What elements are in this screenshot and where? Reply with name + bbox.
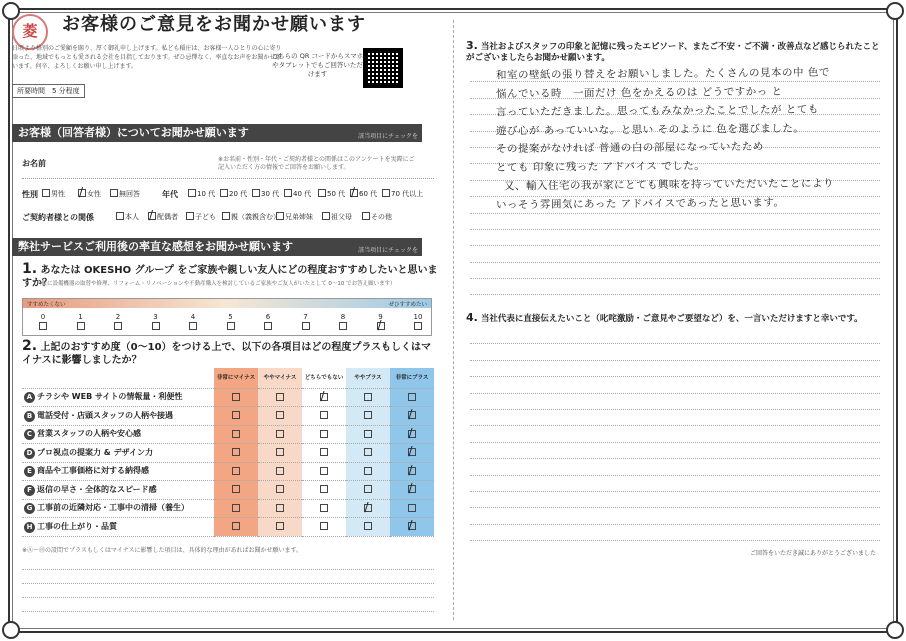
rating-row xyxy=(22,388,434,407)
checkbox[interactable] xyxy=(364,393,372,401)
checkbox[interactable] xyxy=(227,322,235,330)
checkbox[interactable] xyxy=(276,393,284,401)
scale-option-6[interactable] xyxy=(258,313,278,330)
checkbox[interactable] xyxy=(189,322,197,330)
item-label: 営業スタッフの人柄や安心感 xyxy=(37,429,141,439)
checkbox[interactable] xyxy=(302,322,310,330)
checkbox[interactable] xyxy=(364,504,372,512)
rating-item xyxy=(22,481,214,500)
rating-cell[interactable] xyxy=(346,462,390,481)
checkbox[interactable] xyxy=(408,485,416,493)
checkbox[interactable] xyxy=(339,322,347,330)
checkbox[interactable] xyxy=(276,411,284,419)
item-label: チラシや WEB サイトの情報量・利便性 xyxy=(37,392,183,402)
option-label: 配偶者 xyxy=(157,213,178,221)
scale-number: 1 xyxy=(78,313,83,321)
name-line[interactable] xyxy=(22,178,434,179)
item-label: 工事の仕上がり・品質 xyxy=(37,521,117,531)
rating-row xyxy=(22,407,434,426)
corner-ornament xyxy=(2,2,20,20)
q3-title xyxy=(466,40,886,64)
checkbox[interactable] xyxy=(364,411,372,419)
checkbox[interactable] xyxy=(408,522,416,530)
option-label: 20 代 xyxy=(229,190,248,198)
checkbox[interactable] xyxy=(276,467,284,475)
checkbox[interactable] xyxy=(232,393,240,401)
item-label: 電話受付・店頭スタッフの人柄や接遇 xyxy=(37,410,173,420)
checkbox[interactable] xyxy=(320,467,328,475)
option-label: 男性 xyxy=(51,190,65,198)
rating-item-header xyxy=(22,368,214,388)
rating-cell[interactable] xyxy=(302,462,346,481)
item-badge: D xyxy=(24,448,35,459)
scale-number: 8 xyxy=(340,313,346,321)
thanks-text: ご回答をいただき誠にありがとうございました xyxy=(749,550,876,557)
checkbox[interactable] xyxy=(39,322,47,330)
item-label: プロ視点の提案力 & デザイン力 xyxy=(37,447,153,457)
scale-option-1[interactable] xyxy=(71,313,91,330)
checkbox[interactable] xyxy=(320,504,328,512)
checkbox[interactable] xyxy=(362,212,370,220)
relation-label: ご契約者様との関係 xyxy=(22,213,94,222)
intro-text: 日頃より格別のご愛顧を賜り、厚く御礼申し上げます。私ども稲庄は、お客様一人ひとりの心に寄り添った、地域でもっとも愛される会社を目指しております。ぜひ忌憚なく、率直なお声をお聞かせ願います。何卒、よろしくお願い申し上げます。 xyxy=(12,45,282,70)
checkbox[interactable] xyxy=(232,411,240,419)
gender-option[interactable] xyxy=(110,189,140,199)
item-badge: C xyxy=(24,429,35,440)
service-section-title: 弊社サービスご利用後の率直な感想をお聞かせ願います xyxy=(18,240,293,253)
item-badge: G xyxy=(24,503,35,514)
gender-option[interactable] xyxy=(42,189,65,199)
item-badge: B xyxy=(24,411,35,422)
rating-cell[interactable] xyxy=(214,444,258,463)
q2-reason-lines[interactable] xyxy=(22,556,434,612)
option-label: 本人 xyxy=(125,213,139,221)
checkbox[interactable] xyxy=(116,212,124,220)
rating-cell[interactable] xyxy=(346,425,390,444)
checkbox[interactable] xyxy=(232,448,240,456)
checkbox[interactable] xyxy=(232,467,240,475)
age-option[interactable] xyxy=(284,189,311,199)
checkbox[interactable] xyxy=(276,504,284,512)
check-hint: 該当項目にチェックを xyxy=(358,247,418,254)
age-option[interactable] xyxy=(188,189,215,199)
checkbox[interactable] xyxy=(408,430,416,438)
relation-option[interactable] xyxy=(222,212,280,222)
rating-row xyxy=(22,425,434,444)
rating-cell[interactable] xyxy=(390,444,434,463)
checkbox[interactable] xyxy=(232,485,240,493)
corner-ornament xyxy=(886,2,904,20)
rating-body xyxy=(22,388,434,536)
scale-number: 6 xyxy=(265,313,271,321)
checkbox[interactable] xyxy=(364,430,372,438)
rating-row xyxy=(22,481,434,500)
rating-cell[interactable] xyxy=(302,425,346,444)
age-label: 年代 xyxy=(162,190,178,199)
q3-text: 当社およびスタッフの印象と記憶に残ったエピソード、またご不安・ご不満・改善点など感じられたことがございましたらお聞かせ願います。 xyxy=(466,42,880,63)
item-label: 工事前の近隣対応・工事中の清掃（養生） xyxy=(37,503,189,513)
q1-subtext: （仮に設備機器の取替や修理、リフォーム・リノベーションや不動産購入を検討しているご家族やご友人がいたとして 0〜10 でお答え願います） xyxy=(36,281,396,287)
checkbox[interactable] xyxy=(188,189,196,197)
checkbox[interactable] xyxy=(152,322,160,330)
relation-option[interactable] xyxy=(148,212,178,222)
rating-cell[interactable] xyxy=(302,388,346,407)
scale-number: 4 xyxy=(190,313,196,321)
option-label: 親（義親含む） xyxy=(231,213,280,221)
checkbox[interactable] xyxy=(320,522,328,530)
checkbox[interactable] xyxy=(377,322,385,330)
rating-cell[interactable] xyxy=(258,388,302,407)
rating-cell[interactable] xyxy=(302,444,346,463)
checkbox[interactable] xyxy=(320,430,328,438)
rating-item xyxy=(22,462,214,481)
rating-cell[interactable] xyxy=(346,518,390,537)
checkbox[interactable] xyxy=(276,485,284,493)
option-label: 50 代 xyxy=(327,190,346,198)
rating-item xyxy=(22,425,214,444)
q4-title xyxy=(466,312,886,325)
survey-title: お客様のご意見をお聞かせ願います xyxy=(62,14,366,35)
checkbox[interactable] xyxy=(364,485,372,493)
checkbox[interactable] xyxy=(320,411,328,419)
gender-option[interactable] xyxy=(78,189,101,199)
item-badge: F xyxy=(24,485,35,496)
scale-number: 9 xyxy=(378,313,383,321)
checkbox[interactable] xyxy=(320,485,328,493)
corner-ornament xyxy=(2,621,20,639)
checkbox[interactable] xyxy=(364,448,372,456)
q2-title xyxy=(22,340,440,367)
checkbox[interactable] xyxy=(276,522,284,530)
scale-number: 7 xyxy=(303,313,308,321)
item-label: 商品や工事価格に対する納得感 xyxy=(37,466,149,476)
rating-cell[interactable] xyxy=(302,407,346,426)
rating-cell[interactable] xyxy=(390,518,434,537)
handwritten-line: 遊び心が あっていいな。と思い そのように 色を選びました。 xyxy=(495,122,805,137)
option-label: 40 代 xyxy=(293,190,312,198)
name-label: お名前 xyxy=(22,159,46,168)
q1-number: 1. xyxy=(22,261,38,277)
q3-number: 3. xyxy=(466,39,478,52)
rating-cell[interactable] xyxy=(346,407,390,426)
rating-item xyxy=(22,407,214,426)
rating-row xyxy=(22,499,434,518)
checkbox[interactable] xyxy=(232,504,240,512)
rating-cell[interactable] xyxy=(346,499,390,518)
rating-cell[interactable] xyxy=(390,499,434,518)
item-badge: E xyxy=(24,466,35,477)
checkbox[interactable] xyxy=(284,189,292,197)
rating-cell[interactable] xyxy=(214,407,258,426)
checkbox[interactable] xyxy=(320,393,328,401)
check-hint: 該当項目にチェックを xyxy=(358,133,418,140)
privacy-note: ※お名前・性別・年代・ご契約者様との関係はこのアンケートを実際にご記入いただく方の情報でご回答をお願いします。 xyxy=(218,156,415,171)
scale-number: 3 xyxy=(153,313,158,321)
scale-option-2[interactable] xyxy=(108,313,128,330)
rating-table-wrap xyxy=(22,368,434,537)
q2-note: ※Ⓐ〜Ⓗの設問でプラスもしくはマイナスに影響した項目は、具体的な理由があればお聞かせ願います。 xyxy=(22,547,303,554)
q4-text: 当社代表に直接伝えたいこと（叱咤激励・ご意見やご要望など）を、一言いただけますと幸いです。 xyxy=(480,314,863,324)
writing-line[interactable] xyxy=(22,570,434,584)
scale-option-8[interactable] xyxy=(333,313,353,330)
scale-option-9[interactable] xyxy=(371,313,391,330)
option-label: 子ども xyxy=(195,213,216,221)
rating-cell[interactable] xyxy=(390,407,434,426)
handwritten-line: 悩んでいる時 一面だけ 色をかえるのは どうですかっ と xyxy=(495,85,783,100)
option-label: 70 代以上 xyxy=(391,190,424,198)
rating-column-header: ややプラス xyxy=(346,368,390,388)
rating-item xyxy=(22,388,214,407)
checkbox[interactable] xyxy=(408,467,416,475)
handwritten-line: 又、輸入住宅の我が家にとても興味を持っていただいたことにより xyxy=(503,177,835,193)
age-option[interactable] xyxy=(382,189,423,199)
handwritten-line: とても 印象に残った アドバイス でした。 xyxy=(495,159,706,174)
scale-option-7[interactable] xyxy=(296,313,316,330)
checkbox[interactable] xyxy=(322,212,330,220)
checkbox[interactable] xyxy=(364,522,372,530)
rating-column-header: ややマイナス xyxy=(258,368,302,388)
scale-number: 2 xyxy=(115,313,121,321)
relation-option[interactable] xyxy=(186,212,216,222)
option-label: 兄弟姉妹 xyxy=(285,213,313,221)
rating-cell[interactable] xyxy=(258,499,302,518)
scale-option-3[interactable] xyxy=(146,313,166,330)
scale-number: 0 xyxy=(40,313,46,321)
item-label: 返信の早さ・全体的なスピード感 xyxy=(37,484,157,494)
age-option[interactable] xyxy=(350,189,377,199)
writing-line[interactable] xyxy=(22,598,434,612)
checkbox[interactable] xyxy=(232,430,240,438)
rating-cell[interactable] xyxy=(258,425,302,444)
checkbox[interactable] xyxy=(382,189,390,197)
scale-gradient xyxy=(23,299,431,308)
handwritten-line: いっそう雰囲気にあった アドバイスであったと思います。 xyxy=(495,196,785,211)
option-label: 60 代 xyxy=(359,190,378,198)
scale-option-0[interactable] xyxy=(33,313,53,330)
rating-cell[interactable] xyxy=(302,518,346,537)
checkbox[interactable] xyxy=(414,322,422,330)
option-label: 10 代 xyxy=(197,190,216,198)
option-label: 無回答 xyxy=(119,190,140,198)
rating-cell[interactable] xyxy=(214,499,258,518)
scale-number: 10 xyxy=(413,313,423,321)
checkbox[interactable] xyxy=(276,212,284,220)
rating-cell[interactable] xyxy=(390,462,434,481)
age-option[interactable] xyxy=(220,189,247,199)
q1-text: あなたは OKESHO グループ をご家族や親しい友人にどの程度おすすめしたいと思いますか？ xyxy=(22,265,438,289)
rating-cell[interactable] xyxy=(346,481,390,500)
checkbox[interactable] xyxy=(77,322,85,330)
qr-caption: こちらの QR コードからスマホやタブレットでもご回答いただけます xyxy=(271,52,364,78)
item-badge: H xyxy=(24,522,35,533)
rating-cell[interactable] xyxy=(258,444,302,463)
rating-item xyxy=(22,444,214,463)
rating-column-header: どちらでもない xyxy=(302,368,346,388)
customer-section-header xyxy=(12,124,422,142)
checkbox[interactable] xyxy=(408,411,416,419)
q4-lines[interactable] xyxy=(470,328,880,541)
rating-cell[interactable] xyxy=(302,481,346,500)
handwritten-line: 和室の壁紙の張り替えをお願いしました。たくさんの見本の中 色で xyxy=(495,66,830,82)
rating-cell[interactable] xyxy=(258,462,302,481)
scale-option-5[interactable] xyxy=(221,313,241,330)
scale-option-4[interactable] xyxy=(183,313,203,330)
checkbox[interactable] xyxy=(114,322,122,330)
rating-cell[interactable] xyxy=(390,388,434,407)
checkbox[interactable] xyxy=(222,212,230,220)
qr-code-icon[interactable] xyxy=(363,48,403,88)
checkbox[interactable] xyxy=(264,322,272,330)
rating-row xyxy=(22,462,434,481)
scale-left-label: すすめたくない xyxy=(27,302,66,308)
rating-cell[interactable] xyxy=(258,518,302,537)
checkbox[interactable] xyxy=(110,189,118,197)
corner-ornament xyxy=(886,621,904,639)
service-section-header xyxy=(12,238,422,256)
rating-cell[interactable] xyxy=(390,481,434,500)
rating-row xyxy=(22,518,434,537)
page-divider xyxy=(453,20,454,620)
rating-item xyxy=(22,499,214,518)
checkbox[interactable] xyxy=(232,522,240,530)
rating-cell[interactable] xyxy=(346,444,390,463)
customer-section-title: お客様（回答者様）についてお聞かせ願います xyxy=(18,126,249,139)
rating-cell[interactable] xyxy=(346,388,390,407)
checkbox[interactable] xyxy=(78,189,86,197)
rating-cell[interactable] xyxy=(258,407,302,426)
checkbox[interactable] xyxy=(318,189,326,197)
scale-option-10[interactable] xyxy=(408,313,428,330)
checkbox[interactable] xyxy=(186,212,194,220)
time-required: 所要時間 5 分程度 xyxy=(12,84,85,98)
writing-line[interactable] xyxy=(22,584,434,598)
rating-row xyxy=(22,444,434,463)
scale-number: 5 xyxy=(228,313,233,321)
option-label: その他 xyxy=(371,213,392,221)
handwritten-line: その提案がなければ 普通の白の部屋になっていたため xyxy=(495,140,764,156)
rating-cell[interactable] xyxy=(214,388,258,407)
checkbox[interactable] xyxy=(408,448,416,456)
item-badge: A xyxy=(24,392,35,403)
rating-column-header: 非常にプラス xyxy=(390,368,434,388)
checkbox[interactable] xyxy=(276,448,284,456)
checkbox[interactable] xyxy=(320,448,328,456)
rating-table xyxy=(22,368,434,537)
option-label: 祖父母 xyxy=(331,213,352,221)
relation-option[interactable] xyxy=(322,212,352,222)
q2-text: 上記のおすすめ度（0〜10）をつける上で、以下の各項目はどの程度プラスもしくはマイナスに影響しましたか？ xyxy=(22,342,432,366)
q4-number: 4. xyxy=(466,311,478,324)
relation-option[interactable] xyxy=(276,212,313,222)
rating-cell[interactable] xyxy=(390,425,434,444)
checkbox[interactable] xyxy=(148,212,156,220)
rating-cell[interactable] xyxy=(214,425,258,444)
recommend-scale xyxy=(22,298,432,336)
option-label: 30 代 xyxy=(261,190,280,198)
relation-option[interactable] xyxy=(362,212,392,222)
age-option[interactable] xyxy=(318,189,345,199)
checkbox[interactable] xyxy=(252,189,260,197)
rating-cell[interactable] xyxy=(258,481,302,500)
rating-cell[interactable] xyxy=(302,499,346,518)
rating-cell[interactable] xyxy=(214,518,258,537)
checkbox[interactable] xyxy=(350,189,358,197)
option-label: 女性 xyxy=(87,190,101,198)
age-option[interactable] xyxy=(252,189,279,199)
gender-label: 性別 xyxy=(22,190,38,199)
rating-item xyxy=(22,518,214,537)
q2-number: 2. xyxy=(22,338,38,354)
rating-cell[interactable] xyxy=(214,481,258,500)
checkbox[interactable] xyxy=(408,393,416,401)
rating-column-header: 非常にマイナス xyxy=(214,368,258,388)
handwritten-line: 言っていただきました。思ってもみなかったことでしたが とても xyxy=(495,103,819,119)
scale-right-label: ぜひすすめたい xyxy=(388,302,427,308)
checkbox[interactable] xyxy=(276,430,284,438)
rating-cell[interactable] xyxy=(214,462,258,481)
checkbox[interactable] xyxy=(42,189,50,197)
checkbox[interactable] xyxy=(408,504,416,512)
company-seal-logo: 菱 xyxy=(12,14,48,50)
checkbox[interactable] xyxy=(220,189,228,197)
relation-option[interactable] xyxy=(116,212,139,222)
checkbox[interactable] xyxy=(364,467,372,475)
rating-header-row xyxy=(22,368,434,388)
writing-line[interactable] xyxy=(22,556,434,570)
